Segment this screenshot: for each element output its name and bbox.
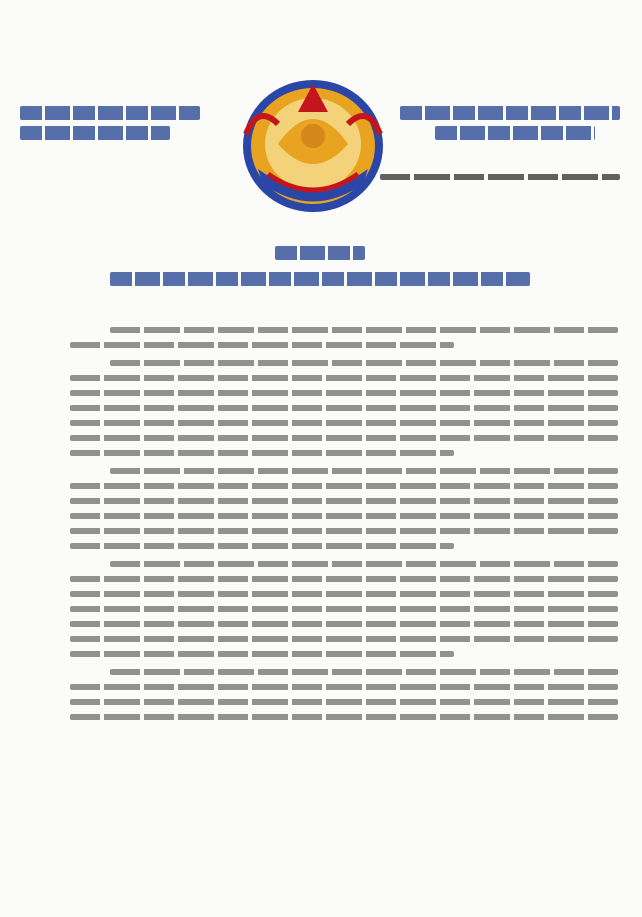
salutation-title — [200, 246, 440, 260]
paragraph-1 — [70, 327, 618, 348]
header-right — [400, 100, 625, 146]
date-text — [380, 174, 620, 180]
paragraph-4 — [70, 561, 618, 657]
letter-body — [70, 318, 618, 732]
dateline — [380, 166, 625, 188]
party-name — [20, 106, 200, 120]
motto-line-1 — [400, 106, 620, 120]
header-left — [20, 100, 220, 146]
paragraph-3 — [70, 468, 618, 549]
paragraph-5 — [70, 669, 618, 720]
respectfully-label — [275, 246, 365, 260]
committee-name — [20, 126, 170, 140]
motto-line-2 — [435, 126, 595, 140]
recipient-line — [60, 272, 580, 286]
cpp-emblem-icon — [238, 74, 388, 214]
recipient-name — [110, 272, 530, 286]
paragraph-2 — [70, 360, 618, 456]
